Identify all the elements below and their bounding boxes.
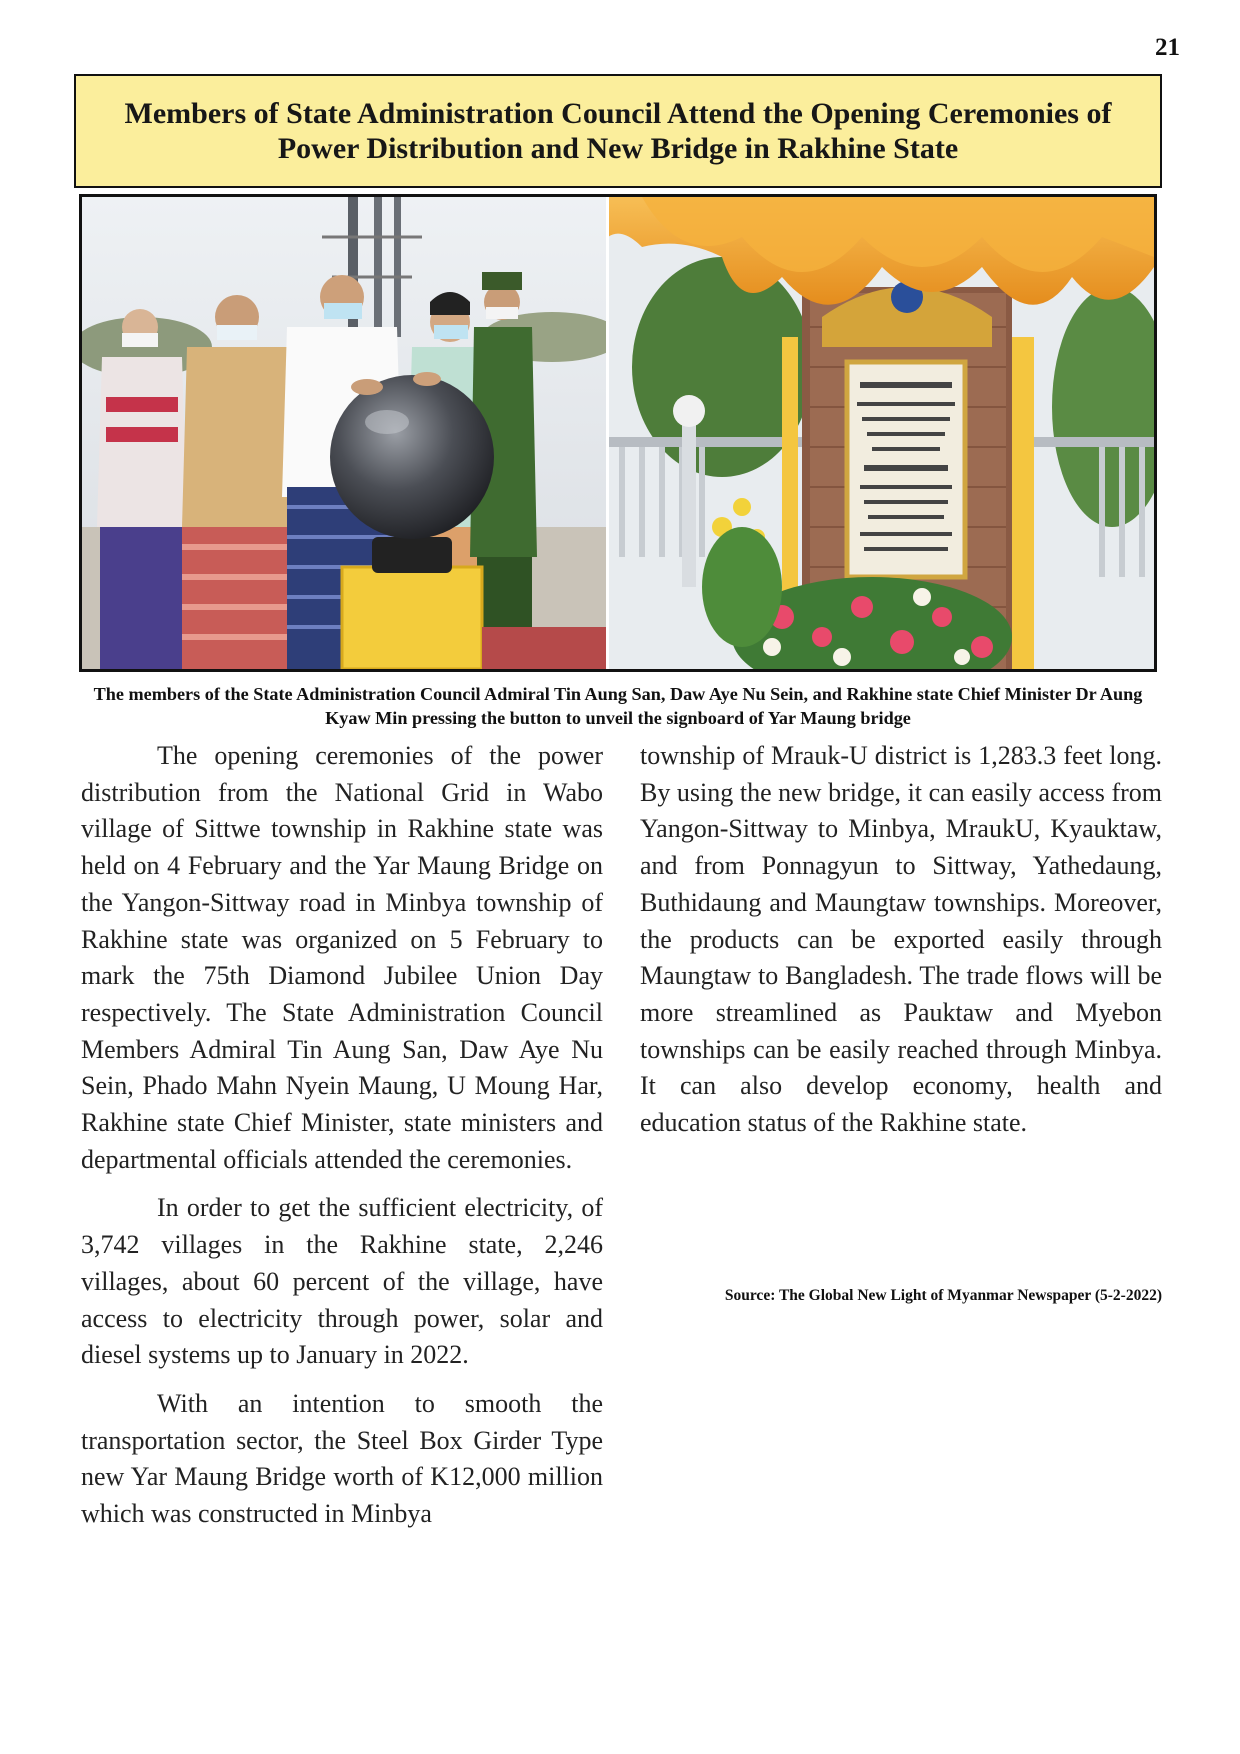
source-credit: Source: The Global New Light of Myanmar Newspaper (5-2-2022) — [724, 1287, 1162, 1304]
left-scene — [82, 197, 622, 669]
article-column-right — [640, 738, 1162, 1154]
photo-illustration — [82, 197, 1154, 669]
paragraph: The opening ceremonies of the power distribution from the National Grid in Wabo village of Sittwe township in Rakhine state was held on 4 February and the Yar Maung Bridge on the Yangon-Sittway road in Minbya township of Rakhine state was organized on 5 February to mark the 75th Diamond Jubilee Union Day respectively. The State Administration Council Members Admiral Tin Aung San, Daw Aye Nu Sein, Phado Mahn Nyein Maung, U Moung Har, Rakhine state Chief Minister, state ministers and departmental officials attended the ceremonies. — [81, 741, 603, 1174]
paragraph: township of Mrauk-U district is 1,283.3 feet long. By using the new bridge, it can easily access from Yangon-Sittway to Minbya, MraukU, Kyauktaw, and from Ponnagyun to Sittway, Yathedaung, Buthidaung and Maungtaw townships. Moreover, the products can be exported easily through Maungtaw to Bangladesh. The trade flows will be more streamlined as Pauktaw and Myebon townships can be easily reached through Minbya. It can also develop economy, health and education status of the Rakhine state. — [640, 741, 1162, 1138]
article-photo — [79, 194, 1157, 672]
title-banner — [74, 74, 1162, 188]
article-column-left — [81, 738, 603, 1545]
page-number: 21 — [1155, 34, 1180, 61]
article-title: Members of State Administration Council Attend the Opening Ceremonies of Power Distribution and New Bridge in Rakhine State — [124, 97, 1112, 165]
paragraph: In order to get the sufficient electricity, of 3,742 villages in the Rakhine state, 2,246 villages, about 60 percent of the village, have access to electricity through power, solar and diesel systems up to January in 2022. — [81, 1193, 603, 1370]
paragraph: With an intention to smooth the transportation sector, the Steel Box Girder Type new Yar Maung Bridge worth of K12,000 million which was constructed in Minbya — [81, 1388, 603, 1529]
right-scene — [608, 197, 1154, 669]
photo-caption: The members of the State Administration Council Admiral Tin Aung San, Daw Aye Nu Sein, and Rakhine state Chief Minister Dr Aung Kyaw Min pressing the button to unveil the signboard of Yar Maung bridge — [93, 684, 1143, 728]
